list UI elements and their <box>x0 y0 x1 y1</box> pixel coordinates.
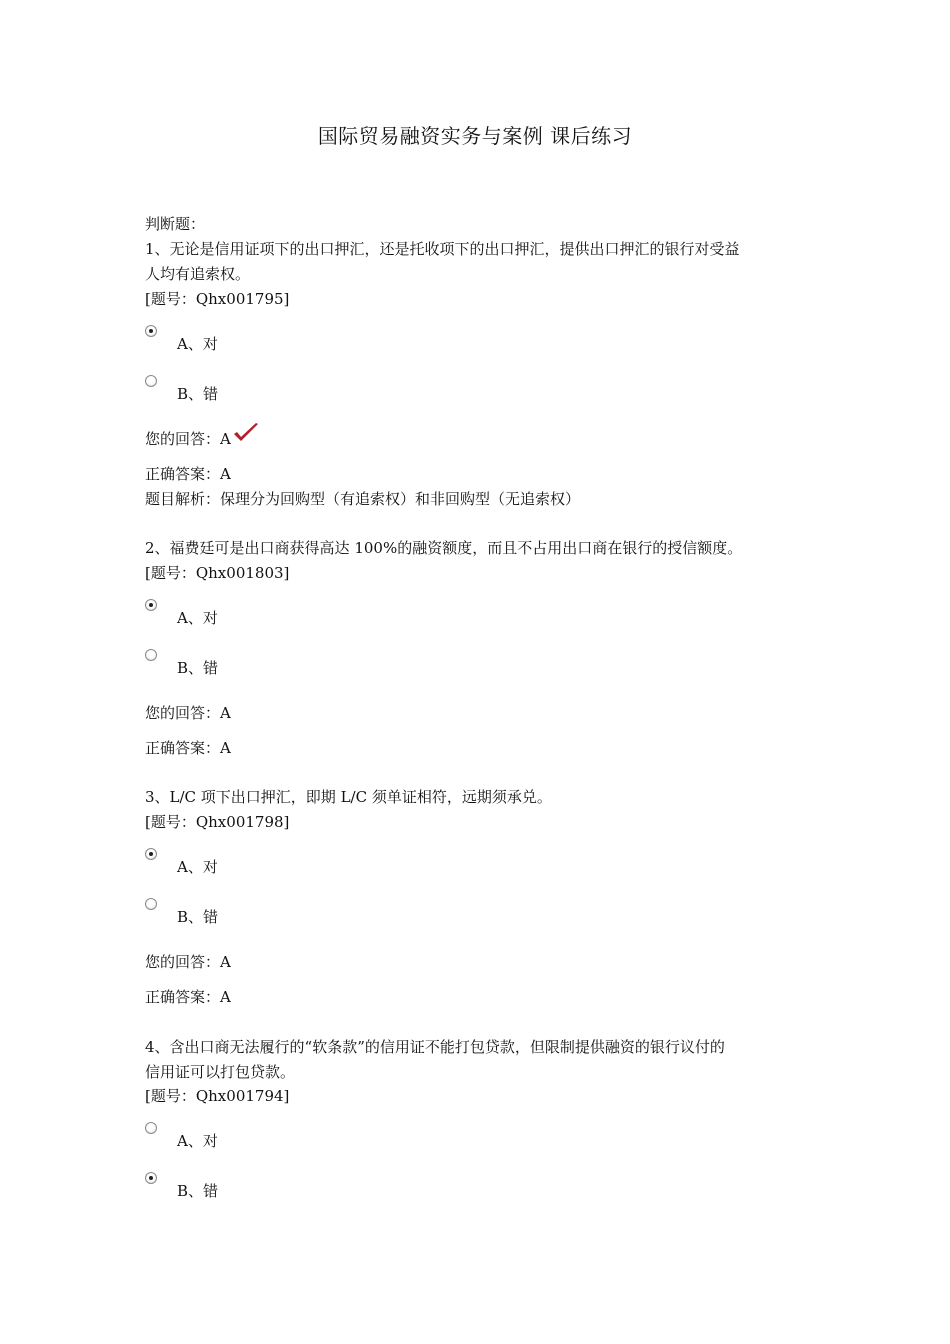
checkmark-icon <box>232 422 260 444</box>
question-2-option-b-label: B、错 <box>177 659 219 677</box>
question-1-analysis: 题目解析：保理分为回购型（有追索权）和非回购型（无追索权） <box>145 490 581 508</box>
question-1-correct-answer: 正确答案：A <box>145 465 231 483</box>
question-2-option-a-radio[interactable] <box>145 599 157 611</box>
question-3-option-b-label: B、错 <box>177 908 219 926</box>
section-label: 判断题： <box>145 215 206 233</box>
question-2-id: [题号：Qhx001803] <box>145 564 290 582</box>
question-2-option-a-label: A、对 <box>177 609 218 627</box>
question-4-option-b-radio[interactable] <box>145 1172 157 1184</box>
question-3-id: [题号：Qhx001798] <box>145 813 290 831</box>
question-2-text-line-1: 2、福费廷可是出口商获得高达 100%的融资额度，而且不占用出口商在银行的授信额度。 <box>145 539 743 557</box>
question-4-text-line-2: 信用证可以打包贷款。 <box>145 1063 296 1081</box>
question-4-option-a-label: A、对 <box>177 1132 218 1150</box>
question-3-option-a-label: A、对 <box>177 858 218 876</box>
question-1-option-a-radio[interactable] <box>145 325 157 337</box>
question-4-id: [题号：Qhx001794] <box>145 1087 290 1105</box>
question-1-option-b-radio[interactable] <box>145 375 157 387</box>
question-4-option-b-label: B、错 <box>177 1182 219 1200</box>
question-3-option-a-radio[interactable] <box>145 848 157 860</box>
question-1-option-b-label: B、错 <box>177 385 219 403</box>
question-1-option-a-label: A、对 <box>177 335 218 353</box>
question-3-text-line-1: 3、L/C 项下出口押汇，即期 L/C 须单证相符，远期须承兑。 <box>145 788 552 806</box>
question-3-correct-answer: 正确答案：A <box>145 988 231 1006</box>
question-3-your-answer: 您的回答：A <box>145 953 231 971</box>
question-1-id: [题号：Qhx001795] <box>145 290 290 308</box>
page-title: 国际贸易融资实务与案例 课后练习 <box>317 124 633 148</box>
question-1-your-answer: 您的回答：A <box>145 430 231 448</box>
question-2-your-answer: 您的回答：A <box>145 704 231 722</box>
question-2-option-b-radio[interactable] <box>145 649 157 661</box>
question-4-option-a-radio[interactable] <box>145 1122 157 1134</box>
question-3-option-b-radio[interactable] <box>145 898 157 910</box>
question-1-text-line-2: 人均有追索权。 <box>145 265 251 283</box>
question-2-correct-answer: 正确答案：A <box>145 739 231 757</box>
question-4-text-line-1: 4、含出口商无法履行的“软条款”的信用证不能打包贷款，但限制提供融资的银行议付的 <box>145 1038 725 1056</box>
question-1-text-line-1: 1、无论是信用证项下的出口押汇，还是托收项下的出口押汇，提供出口押汇的银行对受益 <box>145 240 740 258</box>
